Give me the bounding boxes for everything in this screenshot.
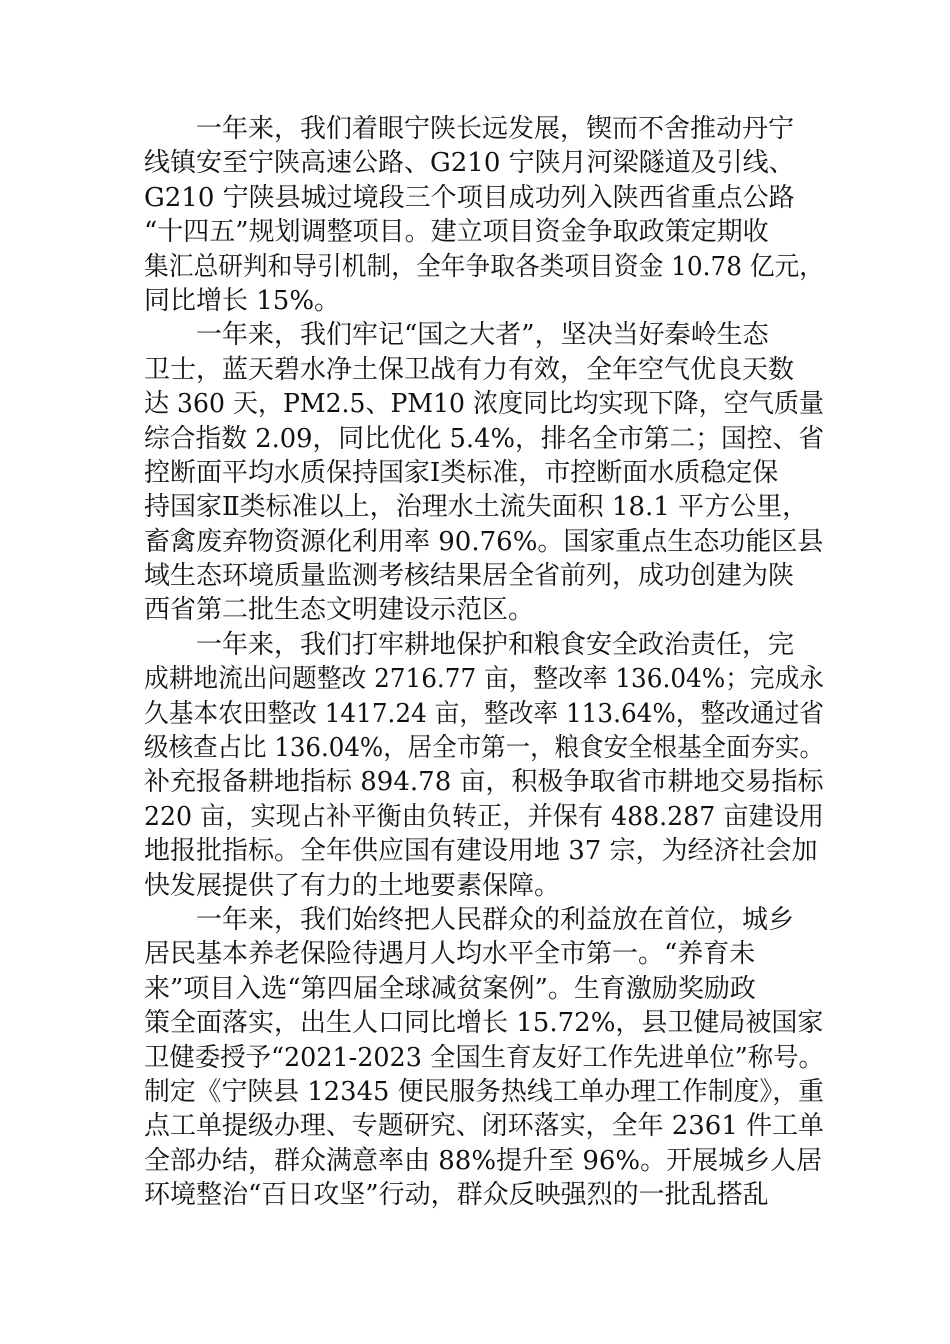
text-line [144, 903, 824, 937]
text-line [144, 697, 824, 731]
text-line-content: 环境整治“百日攻坚”行动，群众反映强烈的一批乱搭乱 [144, 1180, 769, 1211]
text-line [144, 937, 824, 971]
text-line-content: 级核查占比 136.04%，居全市第一，粮食安全根基全面夯实。 [144, 733, 825, 764]
paragraph [144, 112, 824, 318]
text-line [144, 1178, 824, 1212]
text-line-content: 一年来，我们始终把人民群众的利益放在首位，城乡 [196, 904, 795, 935]
text-line-content: 一年来，我们着眼宁陕长远发展，锲而不舍推动丹宁 [196, 114, 795, 144]
text-line [144, 215, 824, 249]
text-line [144, 731, 824, 765]
text-line-content: 集汇总研判和导引机制，全年争取各类项目资金 10.78 亿元， [144, 251, 825, 282]
text-line [144, 318, 824, 352]
text-line [144, 972, 824, 1006]
text-line [144, 146, 824, 180]
text-line [144, 765, 824, 799]
text-line-content: 畜禽废弃物资源化利用率 90.76%。国家重点生态功能区县 [144, 526, 824, 557]
text-line-content: 点工单提级办理、专题研究、闭环落实，全年 2361 件工单 [144, 1111, 825, 1142]
text-line-content: 线镇安至宁陕高速公路、G210 宁陕月河梁隧道及引线、 [144, 148, 795, 179]
text-line-content: 一年来，我们打牢耕地保护和粮食安全政治责任，完 [196, 629, 795, 660]
text-line [144, 181, 824, 215]
text-line [144, 662, 824, 696]
text-line [144, 869, 824, 903]
text-line-content: 全部办结，群众满意率由 88%提升至 96%。开展城乡人居 [144, 1145, 823, 1176]
text-line-content: 一年来，我们牢记“国之大者”，坚决当好秦岭生态 [196, 320, 769, 351]
text-line [144, 834, 824, 868]
text-line-content: 220 亩，实现占补平衡由负转正，并保有 488.287 亩建设用 [144, 801, 824, 832]
text-line [144, 800, 824, 834]
text-line [144, 628, 824, 662]
text-line [144, 1006, 824, 1040]
text-line [144, 1041, 824, 1075]
text-line-content: 综合指数 2.09，同比优化 5.4%，排名全市第二；国控、省 [144, 423, 825, 454]
text-line-content: 域生态环境质量监测考核结果居全省前列，成功创建为陕 [144, 561, 795, 592]
text-line [144, 456, 824, 490]
text-line-content: 居民基本养老保险待遇月人均水平全市第一。“养育未 [144, 939, 756, 970]
paragraph [144, 903, 824, 1213]
paragraph [144, 628, 824, 903]
text-line-content: 卫士，蓝天碧水净土保卫战有力有效，全年空气优良天数 [144, 354, 795, 385]
text-line-content: 补充报备耕地指标 894.78 亩，积极争取省市耕地交易指标 [144, 767, 824, 798]
text-line-content: 快发展提供了有力的土地要素保障。 [144, 870, 561, 901]
text-line-content: 地报批指标。全年供应国有建设用地 37 宗，为经济社会加 [144, 836, 818, 867]
text-line [144, 250, 824, 284]
text-line [144, 1144, 824, 1178]
text-line-content: 策全面落实，出生人口同比增长 15.72%，县卫健局被国家 [144, 1008, 824, 1039]
text-line [144, 1075, 824, 1109]
text-line [144, 112, 824, 146]
text-line-content: 卫健委授予“2021-2023 全国生育友好工作先进单位”称号。 [144, 1042, 824, 1073]
text-line [144, 593, 824, 627]
text-line [144, 525, 824, 559]
text-line-content: 达 360 天，PM2.5、PM10 浓度同比均实现下降，空气质量 [144, 389, 824, 420]
text-line-content: 成耕地流出问题整改 2716.77 亩，整改率 136.04%；完成永 [144, 664, 824, 695]
text-line-content: 控断面平均水质保持国家Ⅰ类标准，市控断面水质稳定保 [144, 457, 779, 488]
body-text [144, 112, 824, 1213]
text-line-content: 久基本农田整改 1417.24 亩，整改率 113.64%，整改通过省 [144, 698, 824, 729]
text-line [144, 490, 824, 524]
text-line-content: G210 宁陕县城过境段三个项目成功列入陕西省重点公路 [144, 182, 795, 213]
text-line [144, 387, 824, 421]
text-line-content: 同比增长 15%。 [144, 285, 341, 316]
text-line-content: 制定《宁陕县 12345 便民服务热线工单办理工作制度》，重 [144, 1076, 825, 1107]
text-line [144, 559, 824, 593]
text-line [144, 353, 824, 387]
text-line [144, 284, 824, 318]
text-line-content: 来”项目入选“第四届全球减贫案例”。生育激励奖励政 [144, 973, 756, 1004]
text-line-content: 持国家Ⅱ类标准以上，治理水土流失面积 18.1 平方公里， [144, 492, 809, 523]
text-line-content: “十四五”规划调整项目。建立项目资金争取政策定期收 [144, 217, 769, 248]
paragraph [144, 318, 824, 628]
text-line-content: 西省第二批生态文明建设示范区。 [144, 595, 535, 626]
text-line [144, 422, 824, 456]
text-line [144, 1109, 824, 1143]
